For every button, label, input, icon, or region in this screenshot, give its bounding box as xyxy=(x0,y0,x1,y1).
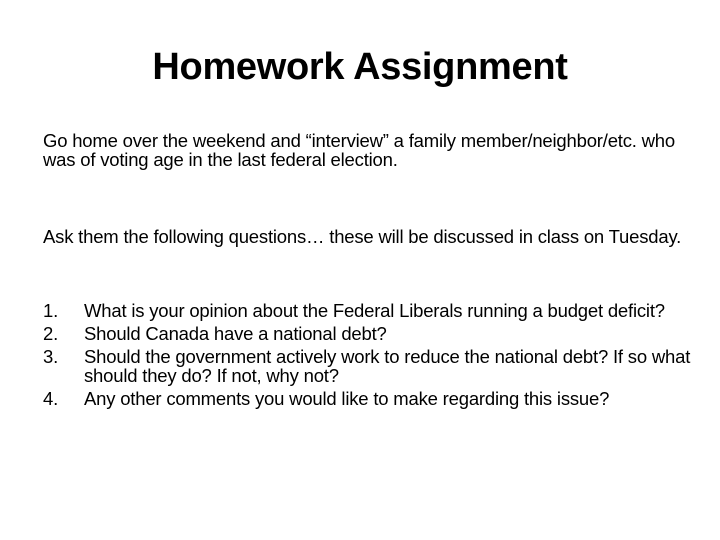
question-text: Any other comments you would like to make regarding this issue? xyxy=(84,388,610,409)
question-text: Should Canada have a national debt? xyxy=(84,323,387,344)
question-list xyxy=(43,301,693,412)
question-number: 3. xyxy=(43,346,59,367)
question-item xyxy=(43,347,693,385)
question-item xyxy=(43,389,693,408)
question-number: 2. xyxy=(43,323,59,344)
question-item xyxy=(43,324,693,343)
question-number: 1. xyxy=(43,300,59,321)
question-text: What is your opinion about the Federal Liberals running a budget deficit? xyxy=(84,300,665,321)
questions-intro-paragraph: Ask them the following questions… these will be discussed in class on Tuesday. xyxy=(43,226,682,247)
question-number: 4. xyxy=(43,388,59,409)
question-text: Should the government actively work to reduce the national debt? If so what should they do? If not, why not? xyxy=(84,346,691,386)
question-item xyxy=(43,301,693,320)
slide-title: Homework Assignment xyxy=(152,46,568,88)
instruction-paragraph: Go home over the weekend and “interview” a family member/neighbor/etc. who was of voting age in the last federal election. xyxy=(43,130,675,170)
